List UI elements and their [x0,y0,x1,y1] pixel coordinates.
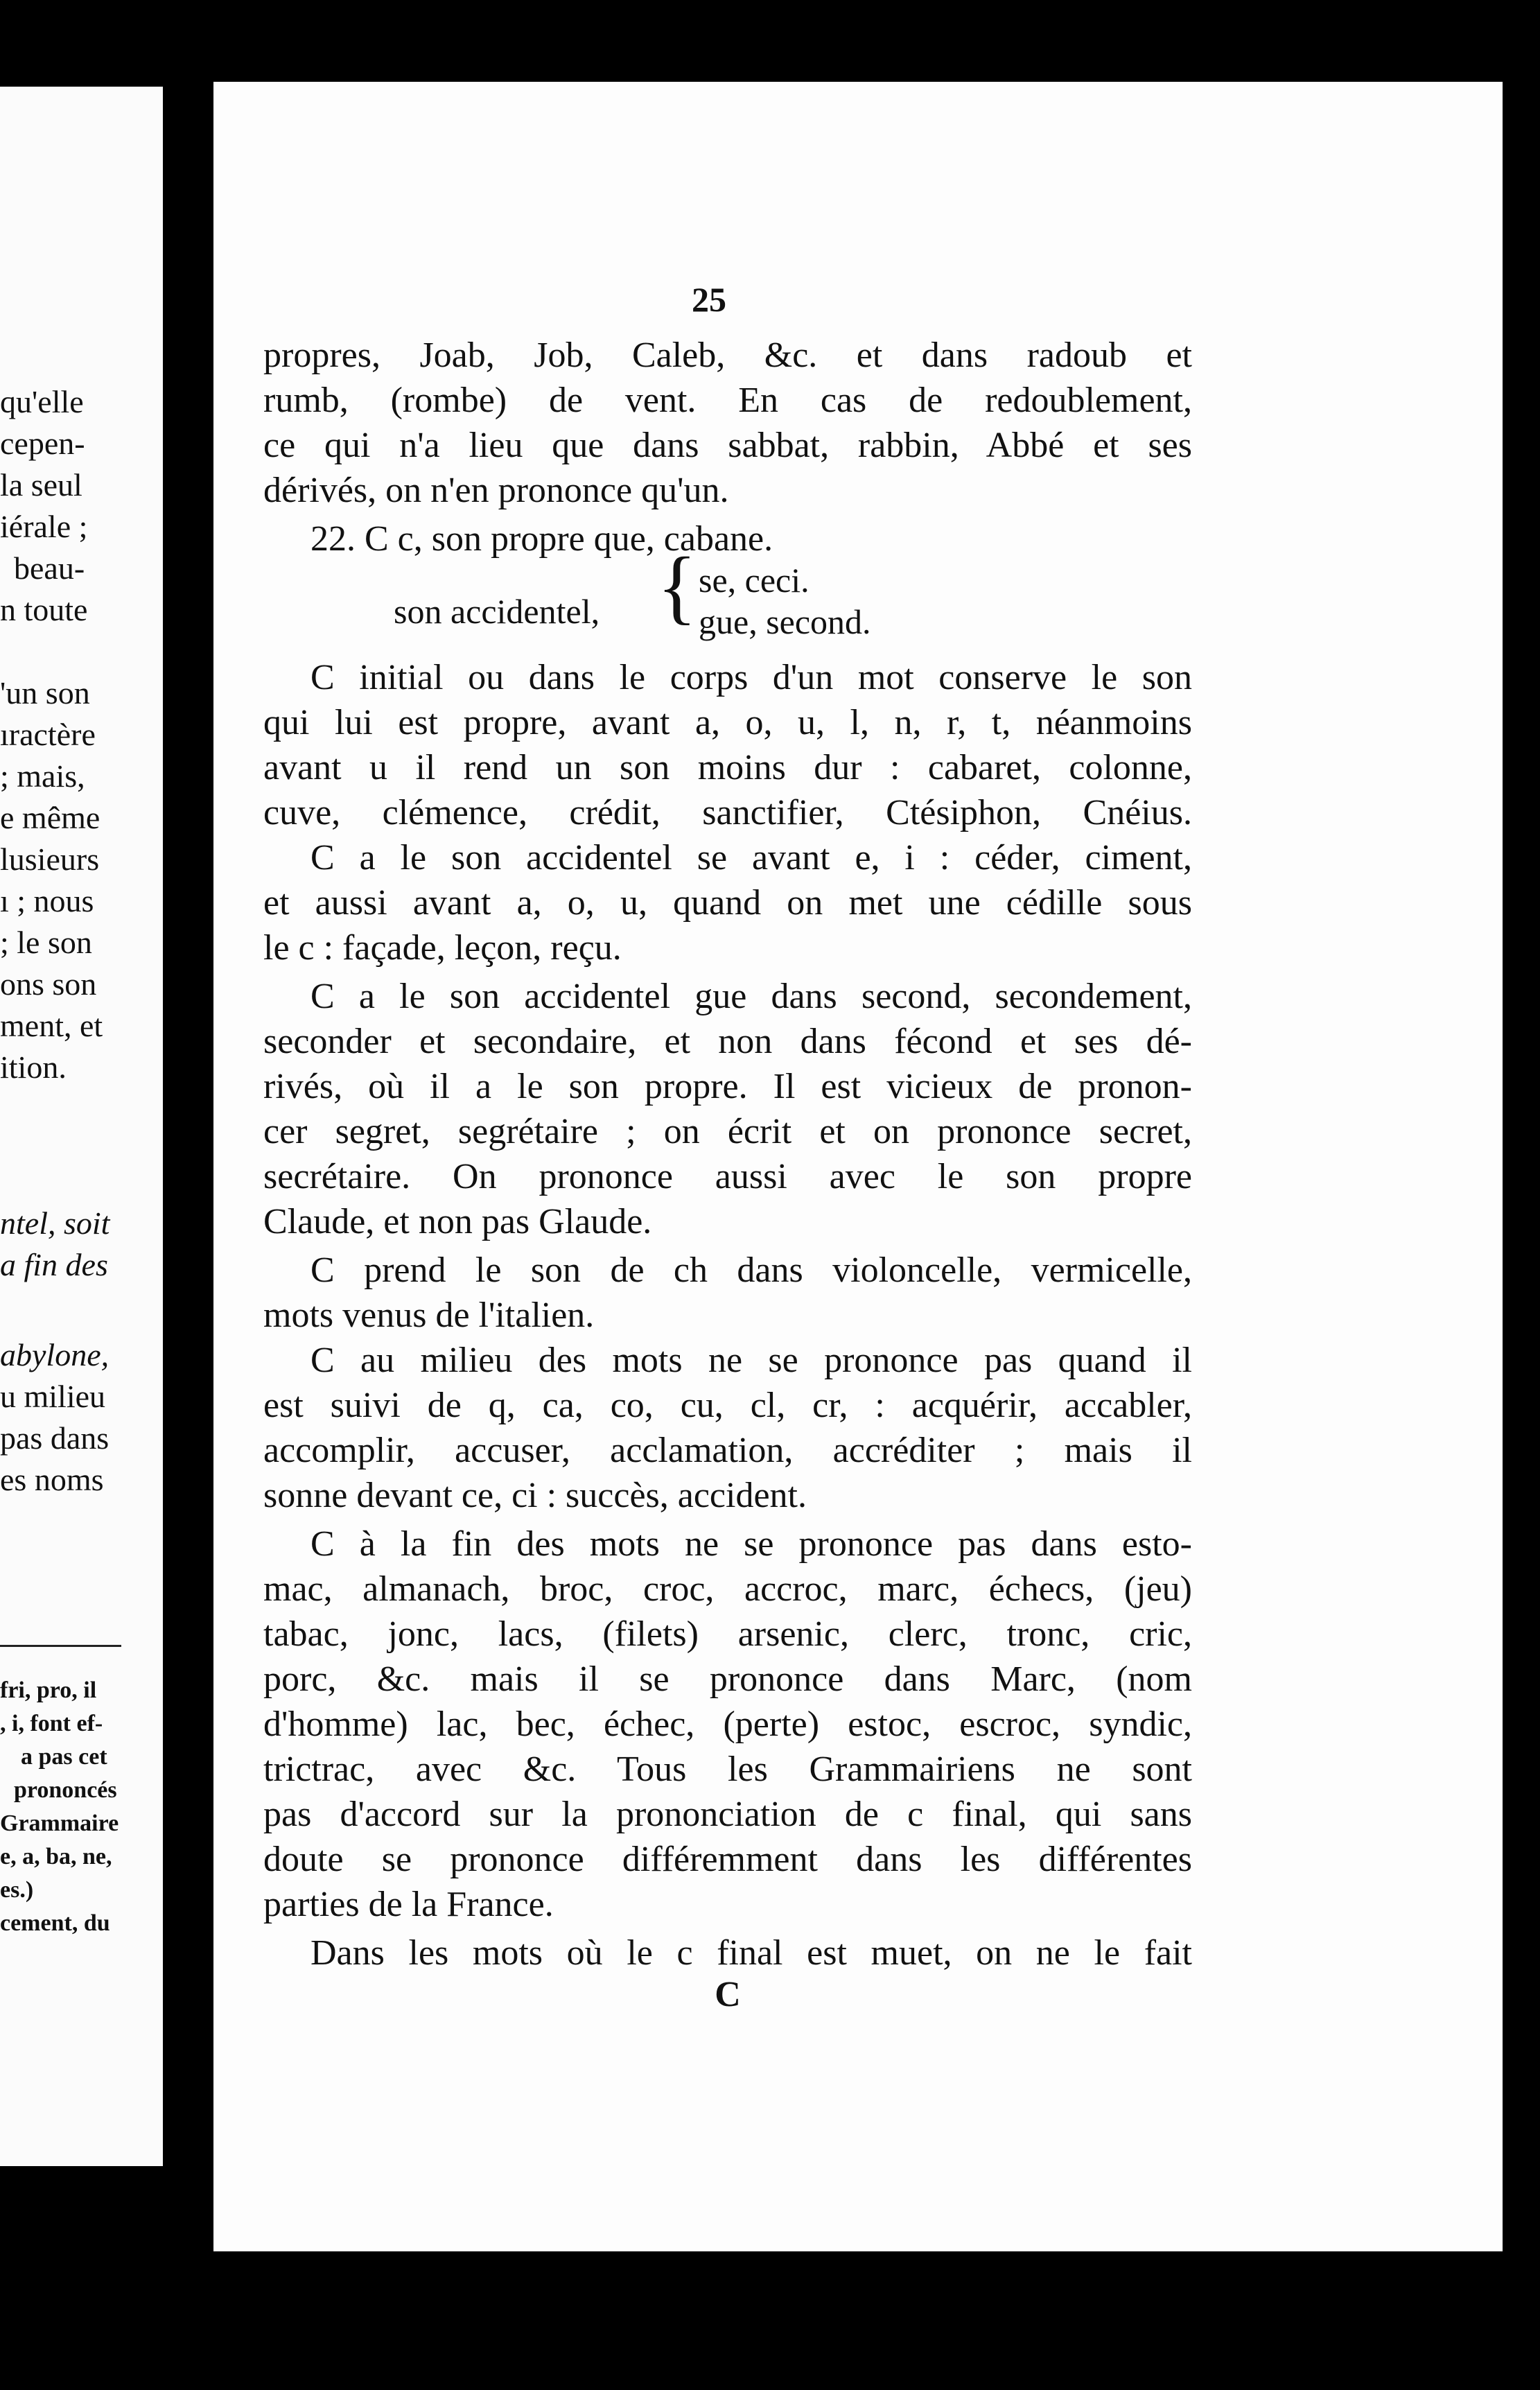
left-text-line: es noms [0,1462,104,1497]
text-line: cuve, clémence, crédit, sanctifier, Ctésiphon, Cnéius. [263,793,1192,832]
left-page-fragment [0,87,163,2166]
text-line: le c : façade, leçon, reçu. [263,928,622,968]
left-text-line: beau- [14,550,85,586]
left-text-line: ; le son [0,925,92,960]
text-line: sonne devant ce, ci : succès, accident. [263,1476,807,1515]
left-text-line: a fin des [0,1247,108,1282]
text-line: et aussi avant a, o, u, quand on met une cédille sous [263,883,1192,923]
text-line: secrétaire. On prononce aussi avec le son propre [263,1157,1192,1196]
left-footnote-line: prononcés [14,1777,117,1803]
signature-mark: C [715,1975,741,2014]
text-line: mac, almanach, broc, croc, accroc, marc, échecs, (jeu) [263,1569,1192,1609]
page-number: 25 [692,280,726,319]
text-line: Dans les mots où le c final est muet, on ne le fait [310,1933,1192,1973]
text-line: C à la fin des mots ne se prononce pas dans esto- [310,1524,1192,1564]
text-line: rumb, (rombe) de vent. En cas de redoublement, [263,381,1192,420]
text-line: se, ceci. [699,561,810,600]
text-line: cer segret, segrétaire ; on écrit et on prononce secret, [263,1112,1192,1151]
text-line: rivés, où il a le son propre. Il est vicieux de pronon- [263,1067,1192,1106]
text-line: propres, Joab, Job, Caleb, &c. et dans radoub et [263,335,1192,375]
left-footnote-line: a pas cet [21,1744,107,1770]
text-line: C a le son accidentel gue dans second, secondement, [310,977,1192,1016]
left-text-line: u milieu [0,1379,106,1414]
left-text-line: n toute [0,592,88,627]
text-line: parties de la France. [263,1885,554,1924]
left-text-line: ntel, soit [0,1205,110,1241]
right-page [213,82,1503,2251]
text-line: pas d'accord sur la prononciation de c final, qui sans [263,1795,1192,1834]
left-footnote-line: , i, font ef- [0,1711,103,1736]
text-line: dérivés, on n'en prononce qu'un. [263,471,729,510]
text-line: C au milieu des mots ne se prononce pas quand il [310,1341,1192,1380]
text-line: trictrac, avec &c. Tous les Grammairiens ne sont [263,1750,1192,1789]
text-line: mots venus de l'italien. [263,1296,595,1335]
text-line: est suivi de q, ca, co, cu, cl, cr, : acquérir, accabler, [263,1386,1192,1425]
left-text-line: iérale ; [0,509,88,544]
left-text-line: pas dans [0,1420,110,1456]
text-line: 22. C c, son propre que, cabane. [310,519,773,559]
text-line: C a le son accidentel se avant e, i : céder, ciment, [310,838,1192,878]
text-line: Claude, et non pas Glaude. [263,1202,652,1241]
text-line: doute se prononce différemment dans les différentes [263,1840,1192,1879]
left-footnote-line: cement, du [0,1910,110,1936]
text-line: ce qui n'a lieu que dans sabbat, rabbin, Abbé et ses [263,426,1192,465]
left-footnote-line: e, a, ba, ne, [0,1844,112,1869]
left-footnote-line: Grammaire [0,1811,119,1836]
text-line: son accidentel, [394,592,600,631]
text-line: gue, second. [699,602,871,641]
left-text-line: la seul [0,467,82,503]
left-text-line: e même [0,800,100,835]
text-line: C initial ou dans le corps d'un mot conserve le son [310,658,1192,697]
left-text-line: ı ; nous [0,883,94,918]
text-line: seconder et secondaire, et non dans fécond et ses dé- [263,1022,1192,1061]
left-text-line: ment, et [0,1008,103,1043]
left-text-line: cepen- [0,426,85,461]
text-line: tabac, jonc, lacs, (filets) arsenic, clerc, tronc, cric, [263,1614,1192,1654]
text-line: qui lui est propre, avant a, o, u, l, n, r, t, néanmoins [263,703,1192,742]
left-text-line: lusieurs [0,841,100,877]
left-footnote-line: es.) [0,1877,34,1903]
left-text-line: qu'elle [0,384,84,419]
text-line: avant u il rend un son moins dur : cabaret, colonne, [263,748,1192,787]
left-text-line: abylone, [0,1337,110,1372]
brace-glyph: { [657,540,697,632]
text-line: porc, &c. mais il se prononce dans Marc, (nom [263,1659,1192,1699]
text-line: accomplir, accuser, acclamation, accréditer ; mais il [263,1431,1192,1470]
left-text-line: ition. [0,1049,67,1085]
text-line: d'homme) lac, bec, échec, (perte) estoc, escroc, syndic, [263,1704,1192,1744]
left-footnote-line: fri, pro, il [0,1677,97,1703]
left-text-line: 'un son [0,675,90,710]
left-text-line: ons son [0,966,97,1002]
left-text-line: ; mais, [0,758,85,794]
left-text-line: ıractère [0,717,96,752]
footnote-rule [0,1645,121,1647]
text-line: C prend le son de ch dans violoncelle, vermicelle, [310,1250,1192,1290]
